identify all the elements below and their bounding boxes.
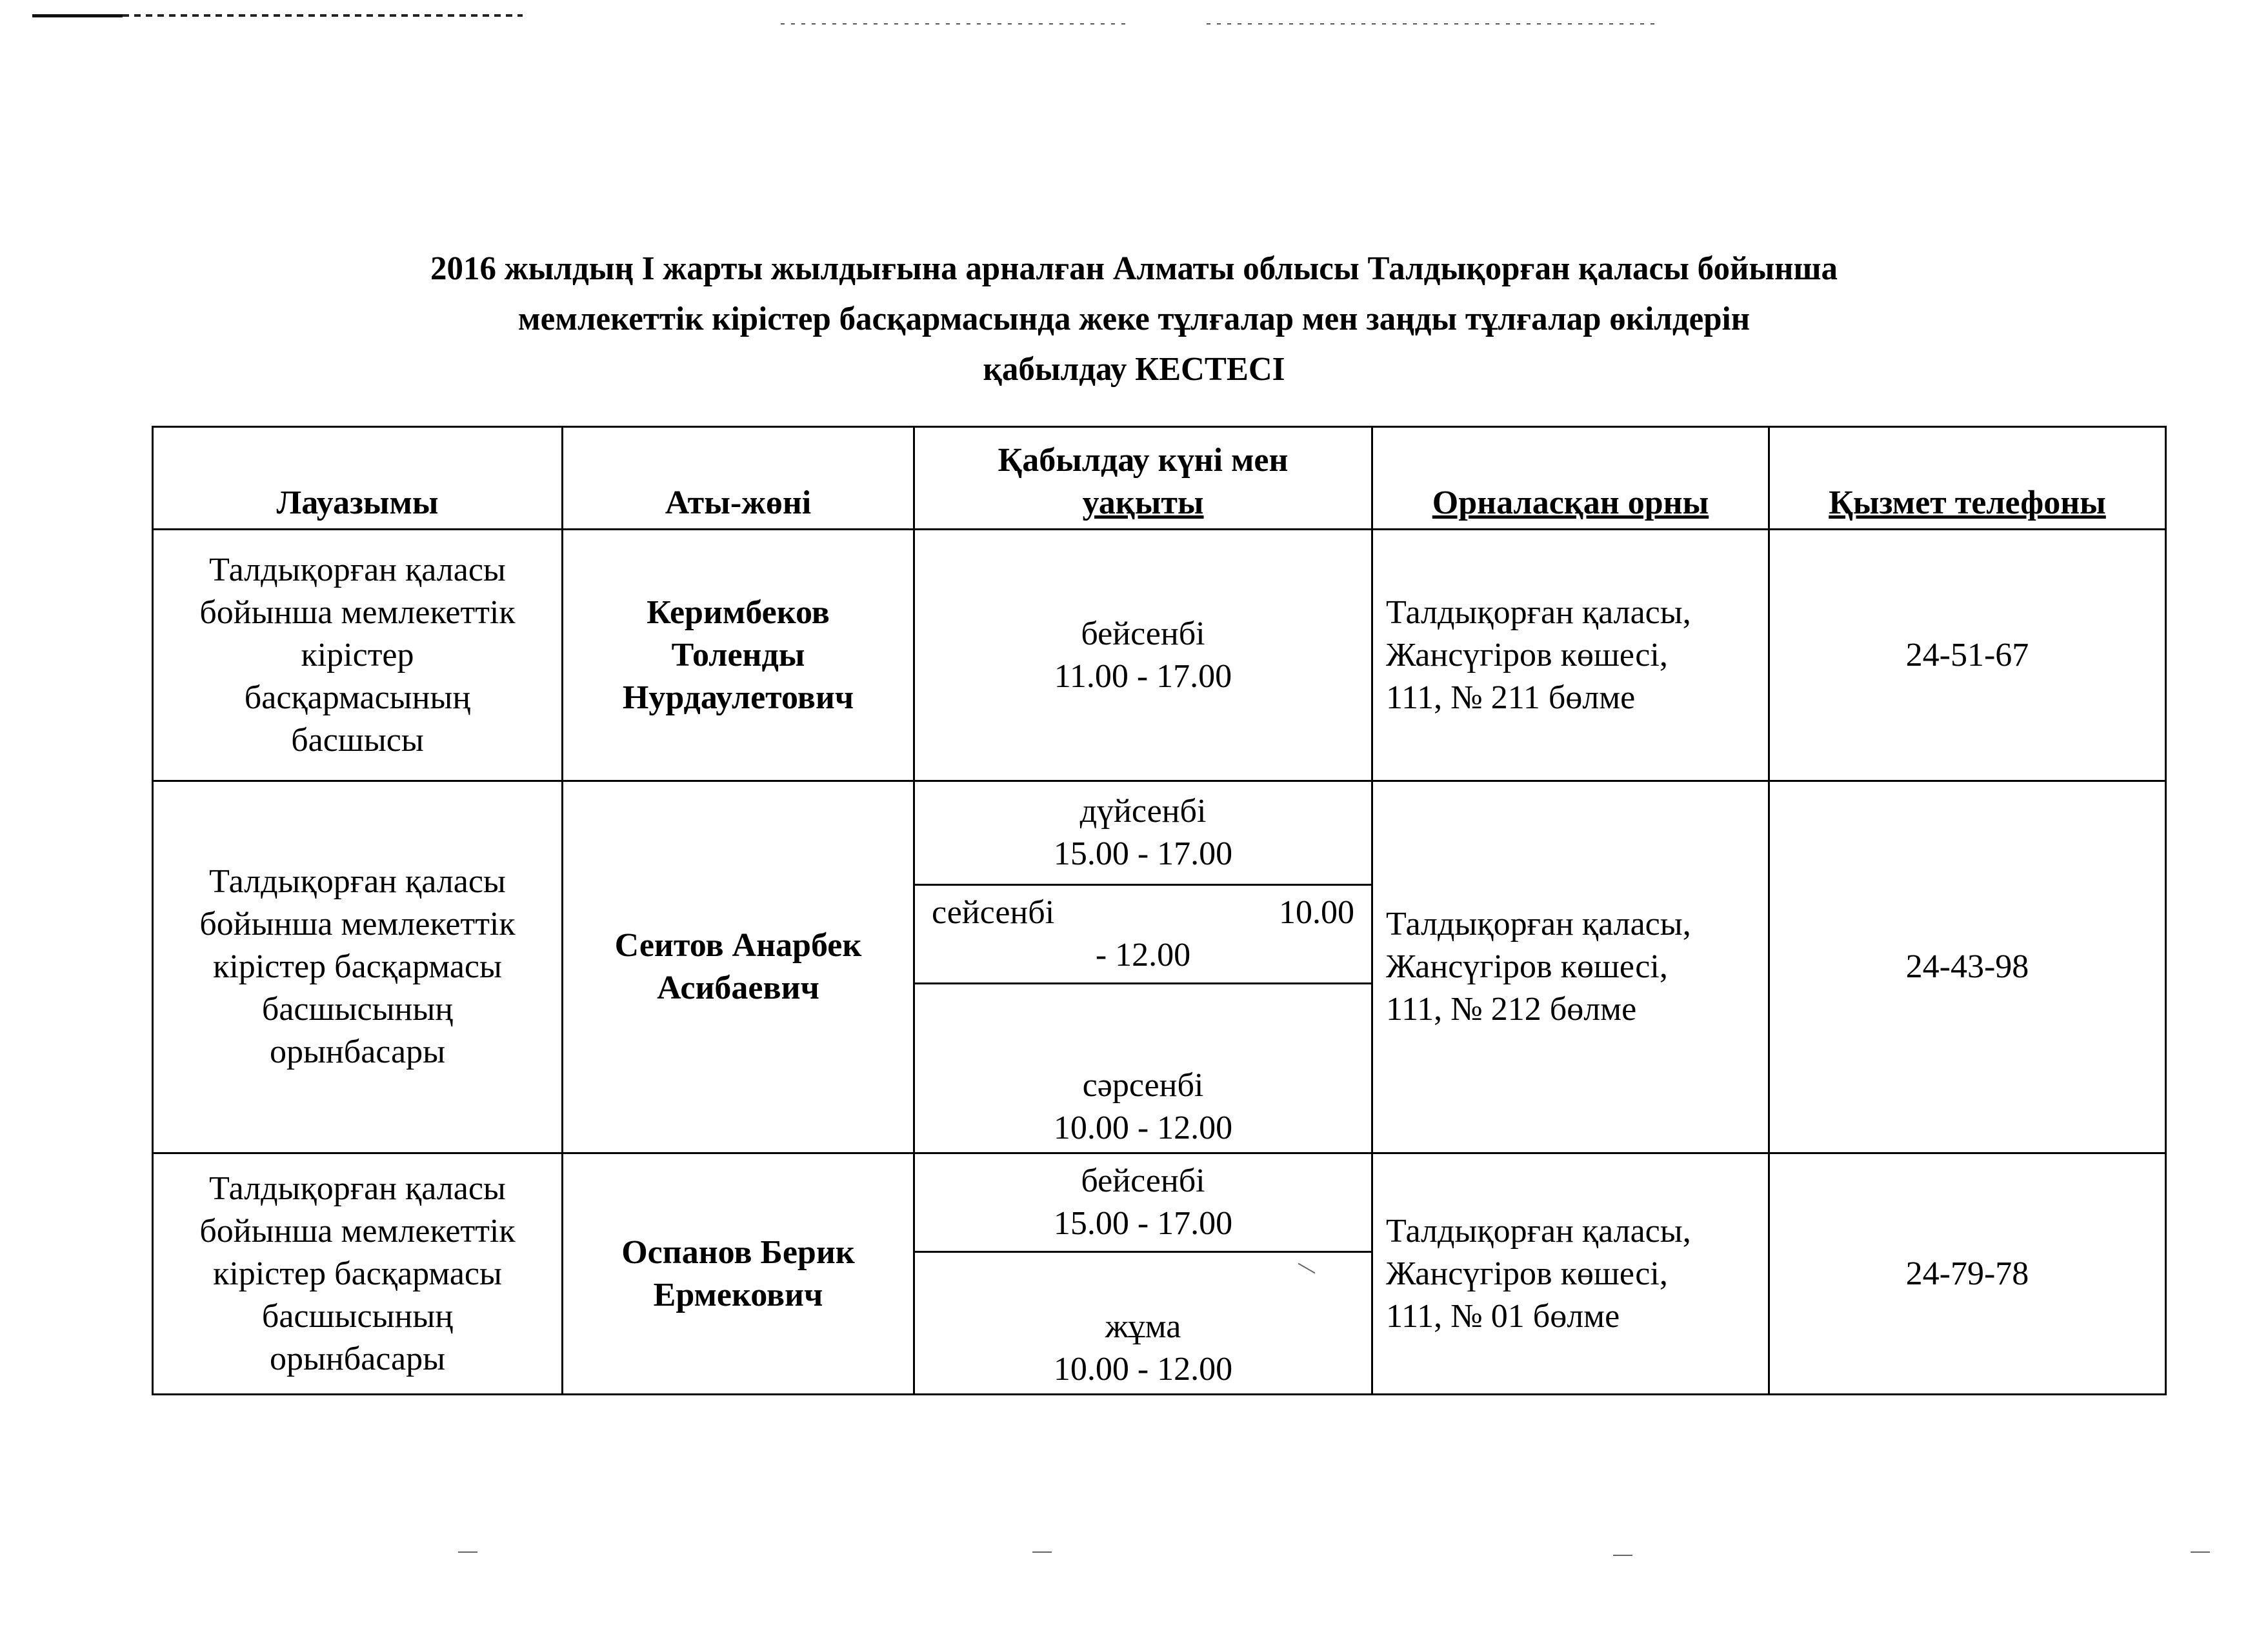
- phone-number: 24-51-67: [1905, 636, 2029, 673]
- position-line: басшысы: [291, 721, 424, 759]
- location-cell: [1372, 781, 1769, 1153]
- name-line: Оспанов Берик: [621, 1233, 855, 1271]
- name-cell: [563, 530, 914, 781]
- scan-artifact: [458, 1551, 477, 1553]
- schedule-day: жұма: [1105, 1308, 1181, 1345]
- header-position: [153, 427, 563, 530]
- schedule-time-start: 10.00: [1279, 894, 1354, 931]
- schedule-day: сәрсенбі: [1082, 1067, 1204, 1104]
- position-line: басшысының: [261, 991, 454, 1028]
- header-phone: [1769, 427, 2166, 530]
- header-location-label: Орналасқан орны: [1432, 484, 1709, 521]
- position-cell: [153, 530, 563, 781]
- schedule-time-end: - 12.00: [1095, 937, 1191, 973]
- position-line: басқармасының: [244, 679, 471, 716]
- location-line: Жансүгіров көшесі,: [1386, 1255, 1668, 1292]
- schedule-cell: [914, 781, 1372, 1153]
- schedule-slot: [915, 1253, 1371, 1393]
- reception-schedule-table: [152, 426, 2167, 1395]
- phone-number: 24-79-78: [1905, 1255, 2029, 1292]
- schedule-time: 10.00 - 12.00: [1053, 1351, 1233, 1388]
- header-phone-label: Қызмет телефоны: [1829, 484, 2106, 521]
- header-schedule-line2: уақыты: [1082, 484, 1204, 521]
- position-line: бойынша мемлекеттік: [199, 1212, 516, 1250]
- phone-cell: [1769, 530, 2166, 781]
- schedule-time: 10.00 - 12.00: [1053, 1110, 1233, 1146]
- schedule-time: 15.00 - 17.00: [1053, 1205, 1233, 1242]
- position-line: бойынша мемлекеттік: [199, 593, 516, 631]
- schedule-cell: [914, 530, 1372, 781]
- phone-cell: [1769, 1153, 2166, 1395]
- header-schedule: [914, 427, 1372, 530]
- header-name: [563, 427, 914, 530]
- header-position-label: Лауазымы: [276, 484, 439, 521]
- position-line: кірістер: [301, 636, 414, 673]
- position-line: басшысының: [261, 1297, 454, 1335]
- position-line: кірістер басқармасы: [213, 948, 502, 985]
- name-line: Керимбеков: [647, 593, 830, 631]
- name-line: Сеитов Анарбек: [614, 927, 862, 964]
- schedule-time: 15.00 - 17.00: [1053, 835, 1233, 872]
- schedule-slot: [915, 1154, 1371, 1253]
- scan-artifact: [781, 23, 1129, 25]
- location-line: Талдықорған қаласы,: [1386, 593, 1691, 631]
- scan-artifact: [123, 14, 523, 17]
- position-line: кірістер басқармасы: [213, 1255, 502, 1292]
- position-line: Талдықорған қаласы: [209, 1170, 506, 1207]
- position-line: орынбасары: [269, 1340, 446, 1377]
- name-cell: [563, 1153, 914, 1395]
- title-line-2: мемлекеттік кірістер басқармасында жеке тұлғалар мен заңды тұлғалар өкілдерін: [517, 301, 1751, 337]
- phone-number: 24-43-98: [1905, 948, 2029, 985]
- header-location: [1372, 427, 1769, 530]
- title-line-1: 2016 жылдың І жарты жылдығына арналған Алматы облысы Талдықорған қаласы бойынша: [430, 250, 1838, 287]
- phone-cell: [1769, 781, 2166, 1153]
- name-line: Ермекович: [653, 1276, 823, 1313]
- scan-artifact: [32, 14, 123, 17]
- schedule-day: сейсенбі: [932, 894, 1055, 931]
- table-row: [153, 530, 2166, 781]
- position-line: орынбасары: [269, 1033, 446, 1070]
- location-line: Жансүгіров көшесі,: [1386, 636, 1668, 673]
- scan-artifact: [2191, 1551, 2210, 1553]
- name-line: Асибаевич: [657, 970, 819, 1006]
- document-title: [23, 244, 2245, 395]
- location-line: Талдықорған қаласы,: [1386, 1212, 1691, 1250]
- scan-artifact: [1032, 1551, 1052, 1553]
- title-line-3: қабылдау КЕСТЕСІ: [983, 351, 1285, 388]
- schedule-slot: [915, 984, 1371, 1152]
- location-cell: [1372, 530, 1769, 781]
- name-line: Нурдаулетович: [622, 679, 854, 716]
- location-line: Талдықорған қаласы,: [1386, 906, 1691, 942]
- location-line: 111, № 212 бөлме: [1386, 991, 1637, 1028]
- schedule-slot: [915, 782, 1371, 886]
- location-cell: [1372, 1153, 1769, 1395]
- name-cell: [563, 781, 914, 1153]
- position-cell: [153, 781, 563, 1153]
- table-row: [153, 781, 2166, 1153]
- position-line: Талдықорған қаласы: [209, 551, 506, 588]
- table-row: [153, 1153, 2166, 1395]
- schedule-slot: [915, 886, 1371, 984]
- location-line: 111, № 211 бөлме: [1386, 679, 1636, 716]
- schedule-day: бейсенбі: [1081, 615, 1205, 652]
- location-line: Жансүгіров көшесі,: [1386, 948, 1668, 985]
- name-line: Толенды: [671, 636, 805, 673]
- position-cell: [153, 1153, 563, 1395]
- position-line: бойынша мемлекеттік: [199, 906, 516, 942]
- header-row: [153, 427, 2166, 530]
- scan-artifact: [1207, 23, 1658, 25]
- schedule-day: дүйсенбі: [1079, 793, 1207, 830]
- schedule-day: бейсенбі: [1081, 1162, 1205, 1199]
- schedule-cell: [914, 1153, 1372, 1395]
- scan-artifact: [1613, 1555, 1632, 1556]
- header-name-label: Аты-жөні: [665, 484, 812, 521]
- header-schedule-line1: Қабылдау күні мен: [998, 442, 1289, 479]
- schedule-time: 11.00 - 17.00: [1054, 657, 1232, 695]
- position-line: Талдықорған қаласы: [209, 863, 506, 900]
- location-line: 111, № 01 бөлме: [1386, 1297, 1620, 1335]
